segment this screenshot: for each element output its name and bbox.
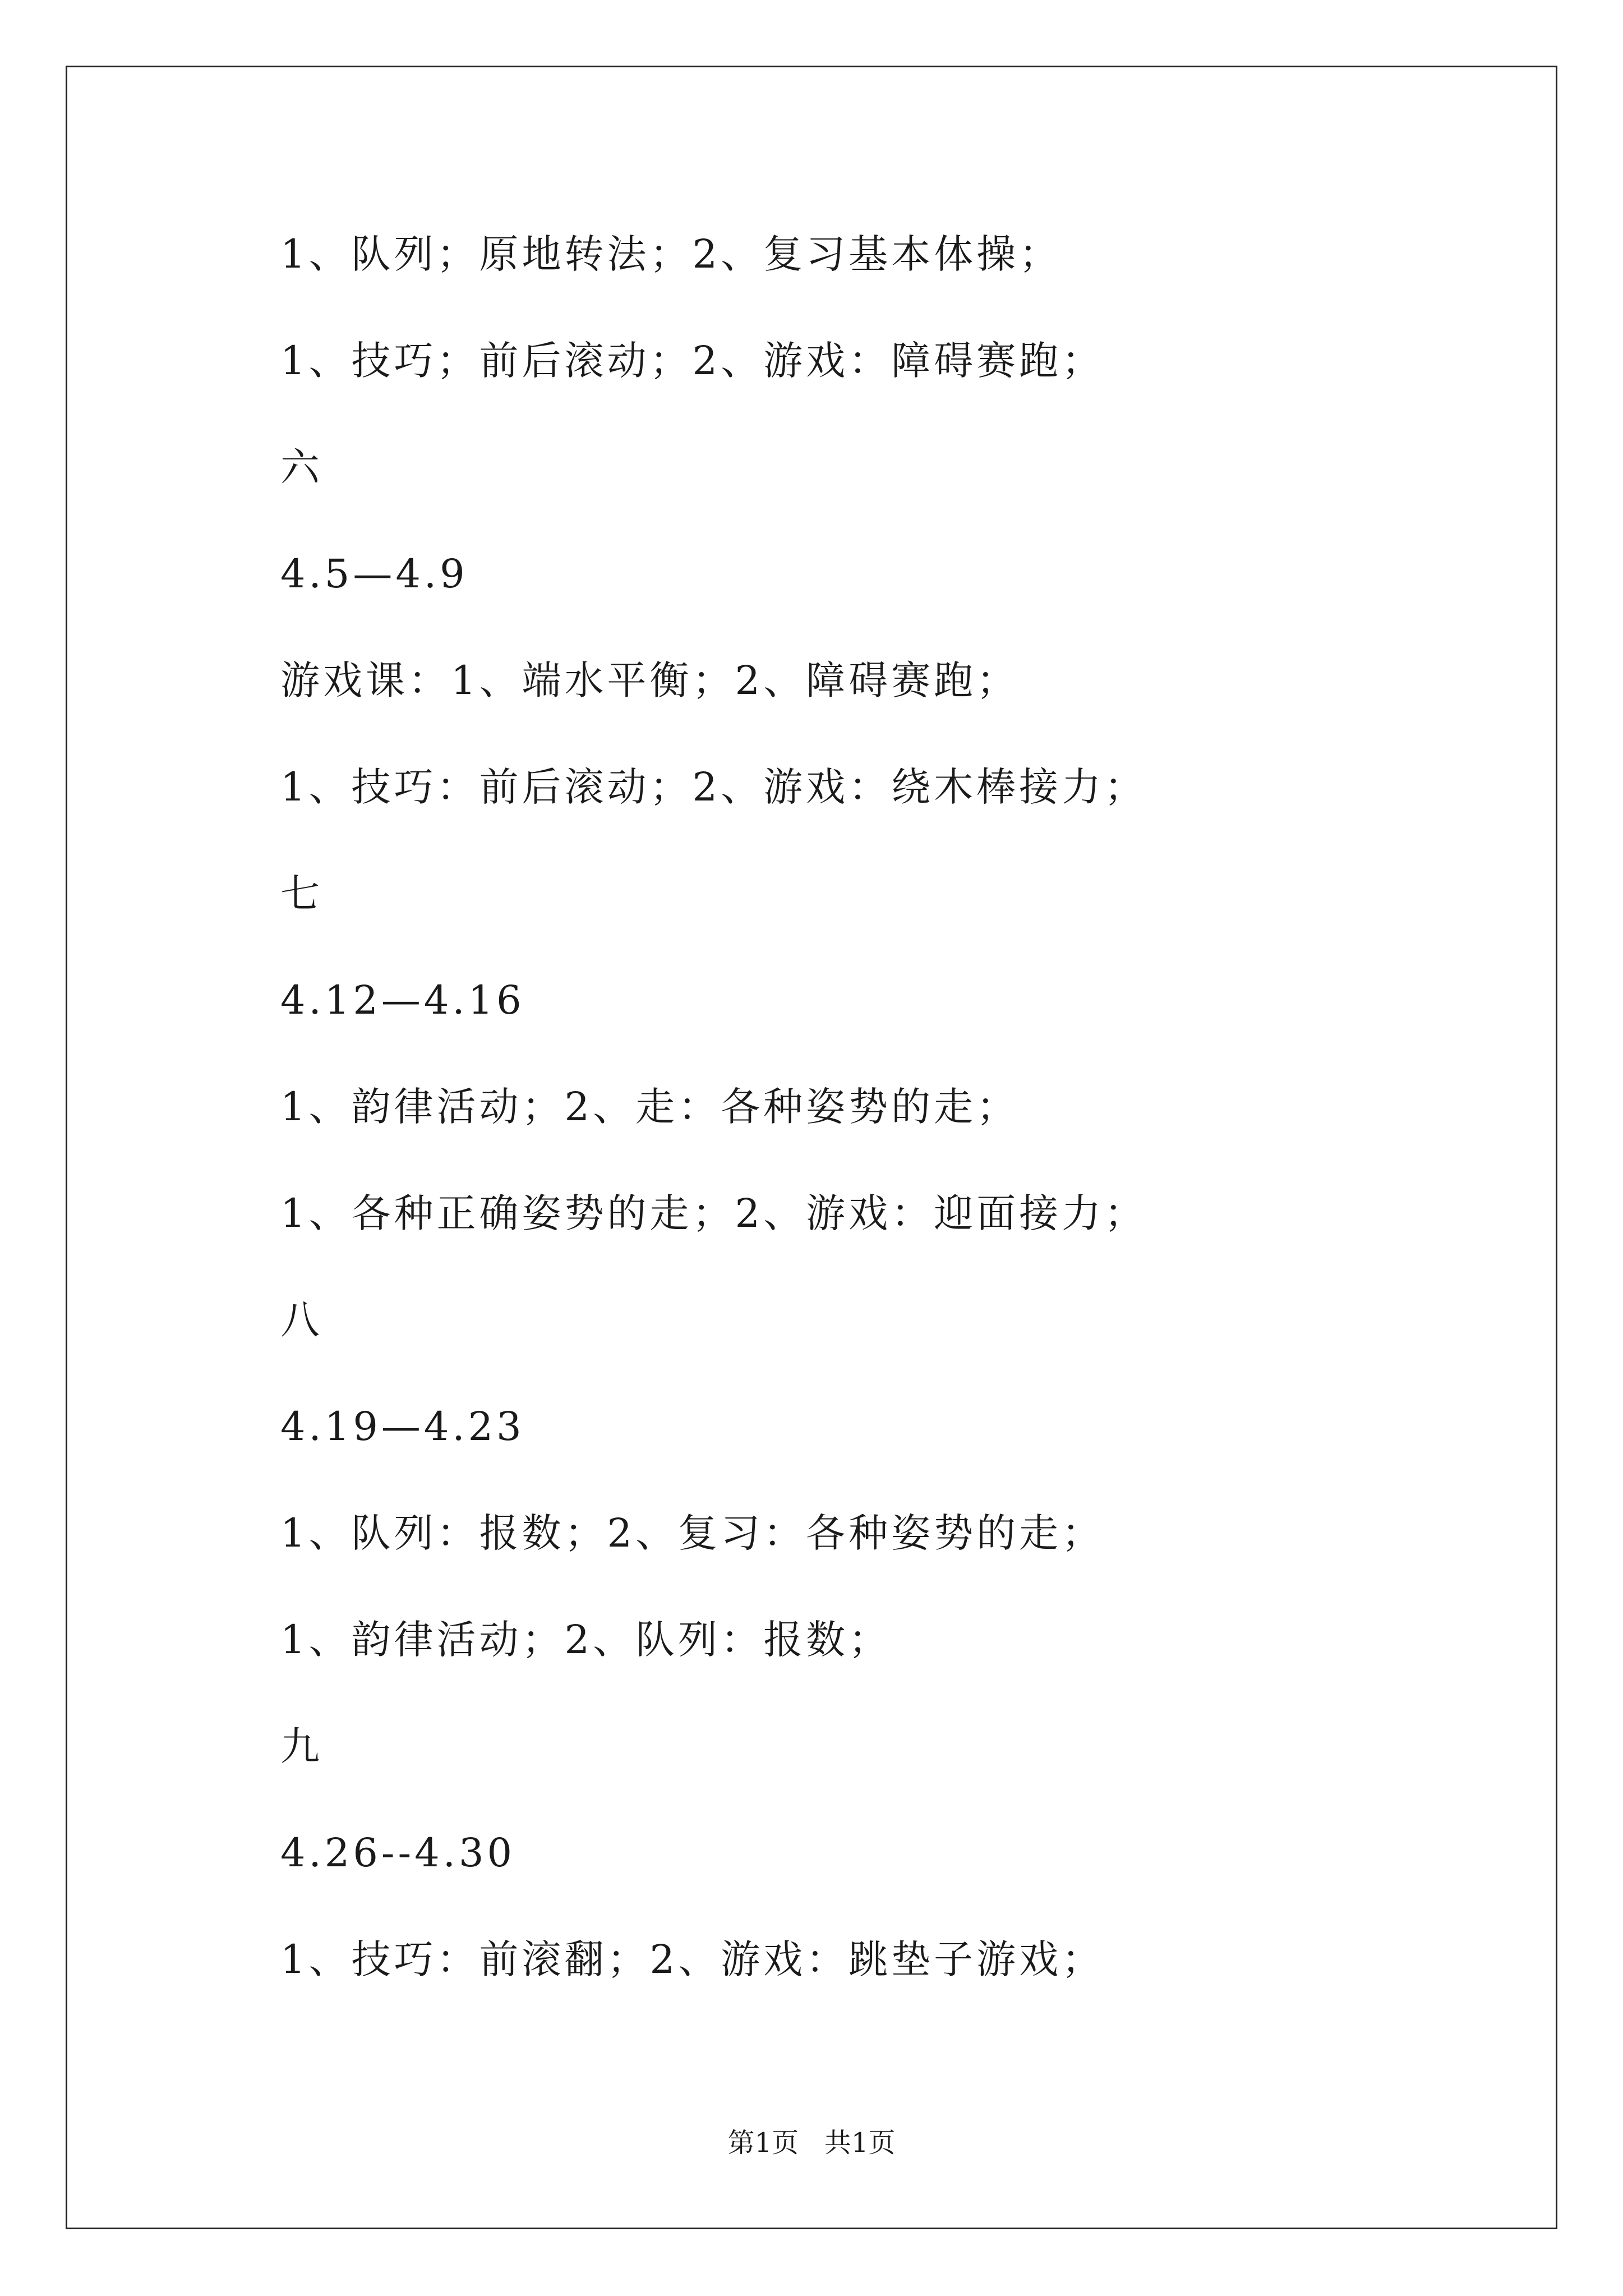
text-line: 1、韵律活动；2、走：各种姿势的走； — [280, 1084, 1020, 1130]
date-range: 4.26--4.30 — [280, 1830, 516, 1876]
text-line: 1、技巧；前后滚动；2、游戏：障碍赛跑； — [280, 338, 1105, 384]
week-number: 六 — [280, 444, 323, 490]
week-number: 九 — [280, 1723, 323, 1769]
week-number: 七 — [280, 871, 323, 917]
date-range: 4.12—4.16 — [280, 977, 525, 1023]
date-range: 4.5—4.9 — [280, 551, 468, 597]
text-line: 1、队列；原地转法；2、复习基本体操； — [280, 231, 1062, 277]
text-line: 1、韵律活动；2、队列：报数； — [280, 1617, 892, 1663]
page-footer: 第1页 共1页 — [727, 2127, 896, 2159]
text-line: 1、各种正确姿势的走；2、游戏：迎面接力； — [280, 1190, 1147, 1236]
document-body — [280, 222, 1514, 2033]
text-line: 游戏课：1、端水平衡；2、障碍赛跑； — [280, 657, 1020, 703]
text-line: 1、技巧：前滚翻；2、游戏：跳垫子游戏； — [280, 1936, 1105, 1982]
text-line: 1、队列：报数；2、复习：各种姿势的走； — [280, 1510, 1105, 1556]
week-number: 八 — [280, 1297, 323, 1343]
date-range: 4.19—4.23 — [280, 1404, 525, 1450]
text-line: 1、技巧：前后滚动；2、游戏：绕木棒接力； — [280, 764, 1147, 810]
